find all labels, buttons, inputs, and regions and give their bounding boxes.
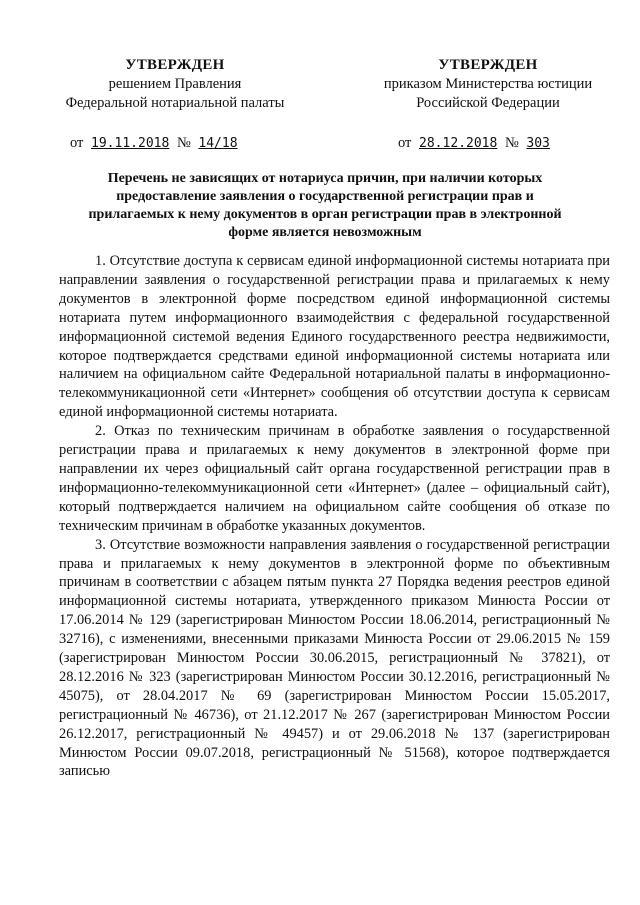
left-date-line bbox=[70, 135, 242, 152]
paragraph-1: 1. Отсутствие доступа к сервисам единой информационной системы нотариата при направлении заявления о государственной регистрации права и прилагаемых к нему документов в электронной форме посредством единой информационной системы нотариата путем информационного взаимодействия с федеральной государственной информационной системой ведения Единого государственного реестра недвижимости, которое подтверждается средствами единой информационной системы нотариата или наличием на официальном сайте Федеральной нотариальной палаты в информационно-телекоммуникационной сети «Интернет» сообщения об отсутствии доступа к сервисам единой информационной системы нотариата. bbox=[59, 253, 610, 421]
right-date-value: 28.12.2018 bbox=[419, 136, 498, 151]
left-date-value: 19.11.2018 bbox=[91, 136, 170, 151]
right-number-value: 303 bbox=[526, 136, 550, 151]
document-body bbox=[59, 252, 610, 781]
left-approval-line1: решением Правления bbox=[108, 76, 242, 92]
left-number-value: 14/18 bbox=[198, 136, 238, 151]
left-date-prefix: от bbox=[70, 135, 84, 151]
right-approved-heading: УТВЕРЖДЕН bbox=[438, 57, 538, 73]
left-number-prefix: № bbox=[176, 135, 191, 151]
paragraph-2: 2. Отказ по техническим причинам в обработке заявления о государственной регистрации права и прилагаемых к нему документов в электронной форме при направлении их через официальный сайт органа государственной регистрации прав в информационно-телекоммуникационной сети «Интернет» (далее – официальный сайт), который подтверждается наличием на официальном сайте сообщения об отказе по техническим причинам в обработке указанных документов. bbox=[59, 423, 610, 534]
right-approval-line1: приказом Министерства юстиции bbox=[383, 76, 593, 92]
paragraph-3: 3. Отсутствие возможности направления заявления о государственной регистрации права и прилагаемых к нему документов в электронной форме по объективным причинам в соответствии с абзацем пятым пункта 27 Порядка ведения реестров единой информационной системы нотариата, утвержденного приказом Минюста России от 17.06.2014 № 129 (зарегистрирован Минюстом России 18.06.2014, регистрационный № 32716), с изменениями, внесенными приказами Минюста России от 29.06.2015 № 159 (зарегистрирован Минюстом России 30.06.2015, регистрационный № 37821), от 28.12.2016 № 323 (зарегистрирован Минюстом России 30.12.2016, регистрационный № 45075), от 28.04.2017 № 69 (зарегистрирован Минюстом России 15.05.2017, регистрационный № 46736), от 21.12.2017 № 267 (зарегистрирован Минюстом России 26.12.2017, регистрационный № 49457) и от 29.06.2018 № 137 (зарегистрирован Минюстом России 09.07.2018, регистрационный № 51568), которое подтверждается записью bbox=[59, 536, 610, 780]
left-approved-heading: УТВЕРЖДЕН bbox=[125, 57, 225, 73]
left-approval-block bbox=[55, 56, 295, 113]
right-approval-block bbox=[358, 56, 618, 113]
right-date-line bbox=[398, 135, 554, 152]
right-number-prefix: № bbox=[504, 135, 519, 151]
document-title: Перечень не зависящих от нотариуса причин, при наличии которых предоставление заявления о государственной регистрации прав и прилагаемых к нему документов в орган регистрации прав в электронной форме является невозможным bbox=[88, 171, 562, 240]
right-date-prefix: от bbox=[398, 135, 412, 151]
right-approval-line2: Российской Федерации bbox=[416, 95, 560, 111]
left-approval-line2: Федеральной нотариальной палаты bbox=[65, 95, 285, 111]
